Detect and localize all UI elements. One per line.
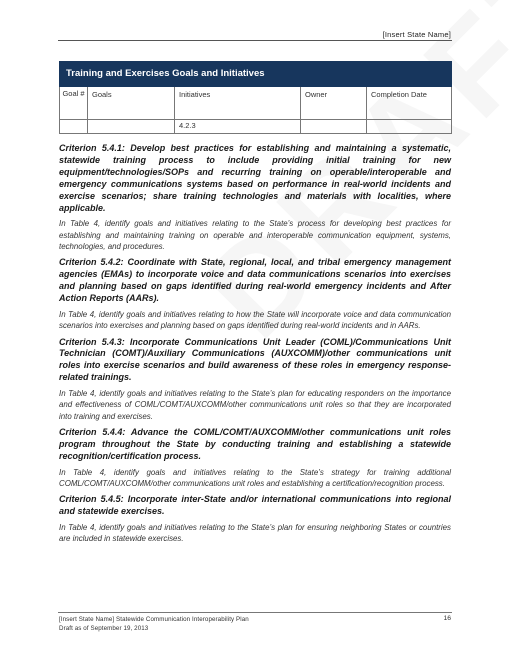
header-divider <box>58 40 452 41</box>
table-cell <box>367 120 452 134</box>
criterion-5-4-4-heading: Criterion 5.4.4: Advance the COML/COMT/AUXCOMM/other communications unit roles program throughout the State by conducting training and establishing a statewide recognition/certification process. <box>59 427 451 461</box>
column-header-owner: Owner <box>301 87 367 120</box>
table-row <box>60 120 452 134</box>
criterion-5-4-2-body: In Table 4, identify goals and initiatives relating to how the State will incorporate voice and data communication scenarios into exercises and planning based on gaps identified during real-world incidents and in AARs. <box>59 309 451 331</box>
footer-divider <box>58 612 452 613</box>
criterion-5-4-2-heading: Criterion 5.4.2: Coordinate with State, regional, local, and tribal emergency management agencies (EMAs) to incorporate voice and data communications scenarios into exercises and planning based on gaps identified during real-world emergency incidents and After Action Reports (AARs). <box>59 257 451 304</box>
criterion-5-4-4-body: In Table 4, identify goals and initiatives relating to the State’s strategy for training additional COML/COMT/AUXCOMM/other communications unit roles and establishing a certification/recognition process. <box>59 467 451 489</box>
goals-table <box>59 61 451 134</box>
table-cell <box>60 120 88 134</box>
header-state-name: [Insert State Name] <box>382 30 451 39</box>
table-title: Training and Exercises Goals and Initiatives <box>60 62 452 87</box>
table-cell <box>88 120 175 134</box>
column-header-completion-date: Completion Date <box>367 87 452 120</box>
criterion-5-4-1-body: In Table 4, identify goals and initiatives relating to the State’s process for developing best practices for establishing and maintaining training on operable and interoperable communication equipment, systems, technologies, and procedures. <box>59 219 451 252</box>
criterion-5-4-3-heading: Criterion 5.4.3: Incorporate Communications Unit Leader (COML)/Communications Unit Technician (COMT)/Auxiliary Communications (AUXCOMM)/other communications unit roles into exercise scenarios and build awareness of these roles in emergency response-related trainings. <box>59 336 451 383</box>
column-header-goal-number: Goal # <box>60 87 88 120</box>
criterion-5-4-1-heading: Criterion 5.4.1: Develop best practices for establishing and maintaining a systematic, statewide training process to include providing initial training for new equipment/technologies/SOPs and recurring training on operable/interoperable and emergency communications systems based on performance in real-world incidents and exercise scenarios; share training technologies and materials with localities, where applicable. <box>59 143 451 213</box>
criterion-5-4-5-body: In Table 4, identify goals and initiatives relating to the State’s plan for ensuring neighboring States or countries are included in statewide exercises. <box>59 523 451 544</box>
column-header-goals: Goals <box>88 87 175 120</box>
table-cell: 4.2.3 <box>175 120 301 134</box>
footer-text <box>59 615 249 633</box>
criterion-5-4-3-body: In Table 4, identify goals and initiatives relating to the State’s plan for educating responders on the importance and effectiveness of COML/COMT/AUXCOMM/other communications unit roles so that they are incorporated into training and exercises. <box>59 389 451 421</box>
footer-plan-title: [Insert State Name] Statewide Communication Interoperability Plan <box>59 616 249 623</box>
table-header-row <box>60 87 452 120</box>
column-header-initiatives: Initiatives <box>175 87 301 120</box>
criteria-section <box>59 143 451 550</box>
table-cell <box>301 120 367 134</box>
criterion-5-4-5-heading: Criterion 5.4.5: Incorporate inter-State and/or international communications into regional and statewide exercises. <box>59 494 451 517</box>
footer-draft-date: Draft as of September 19, 2013 <box>59 625 149 632</box>
page-number: 16 <box>443 615 451 622</box>
